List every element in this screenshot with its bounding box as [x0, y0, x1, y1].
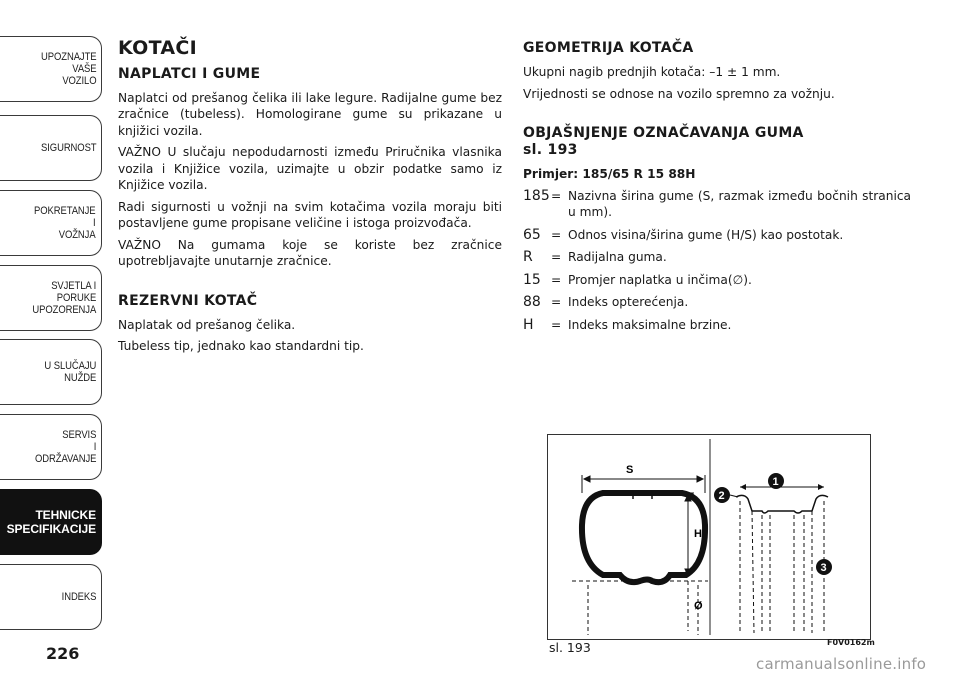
- code-key: R: [523, 249, 533, 265]
- tab-label: U SLUČAJU NUŽDE: [44, 360, 96, 384]
- tab-upoznajte-vase-vozilo[interactable]: [0, 36, 102, 102]
- tab-sigurnost[interactable]: [0, 115, 102, 181]
- code-key: 65: [523, 226, 541, 243]
- section-heading-figure-ref: sl. 193: [523, 142, 578, 158]
- figure-code: F0V0162m: [827, 638, 875, 647]
- code-description: Promjer naplatka u inčima(∅).: [568, 272, 752, 287]
- page-title: KOTAČI: [118, 37, 198, 59]
- code-description: Indeks opterećenja.: [568, 295, 689, 309]
- code-key: 15: [523, 271, 541, 288]
- tab-label: INDEKS: [61, 591, 96, 603]
- paragraph: Tubeless tip, jednako kao standardni tip.: [118, 339, 364, 353]
- rim-profile: [736, 484, 828, 633]
- code-key: 88: [523, 294, 541, 310]
- height-label: H: [694, 528, 702, 540]
- right-column: [523, 40, 911, 339]
- tire-code-list: [523, 188, 911, 334]
- callout-3: [816, 559, 832, 575]
- width-label: S: [626, 464, 634, 476]
- section-heading: REZERVNI KOTAČ: [118, 292, 258, 309]
- list-item: [523, 317, 911, 334]
- page-number: 226: [46, 644, 80, 663]
- tab-svjetla-i-poruke[interactable]: [0, 265, 102, 331]
- list-item: [523, 227, 911, 244]
- left-column: [118, 37, 502, 360]
- tab-u-slucaju-nuzde[interactable]: [0, 339, 102, 405]
- paragraph: Vrijednosti se odnose na vozilo spremno za vožnju.: [523, 86, 835, 101]
- section-heading: GEOMETRIJA KOTAČA: [523, 40, 694, 56]
- diameter-label: Ø: [694, 600, 703, 612]
- callout-2-label: 2: [718, 490, 725, 502]
- callout-1: [768, 473, 784, 489]
- tab-servis-i-odrzavanje[interactable]: [0, 414, 102, 480]
- tab-label: SVJETLA I PORUKE UPOZORENJA: [32, 280, 96, 316]
- paragraph: VAŽNO Na gumama koje se koriste bez zračnice upotrebljavajte unutarnje zračnice.: [118, 237, 502, 268]
- section-heading: OBJAŠNJENJE OZNAČAVANJA GUMA: [523, 125, 804, 141]
- equals-sign: =: [551, 188, 562, 203]
- tire-diagram: [547, 434, 871, 640]
- paragraph: Naplatak od prešanog čelika.: [118, 317, 296, 332]
- tab-label: SIGURNOST: [40, 142, 96, 154]
- equals-sign: =: [551, 272, 562, 287]
- code-description: Radijalna guma.: [568, 250, 667, 264]
- paragraph: Ukupni nagib prednjih kotača: –1 ± 1 mm.: [523, 65, 781, 79]
- code-key: H: [523, 316, 534, 333]
- tab-tehnicke-specifikacije[interactable]: [0, 489, 102, 555]
- callout-3-label: 3: [820, 562, 827, 574]
- list-item: [523, 294, 911, 311]
- watermark: carmanualsonline.info: [756, 655, 927, 673]
- equals-sign: =: [551, 227, 562, 242]
- list-item: [523, 272, 911, 289]
- code-description: Odnos visina/širina gume (H/S) kao postotak.: [568, 227, 844, 242]
- tab-label: POKRETANJE I VOŽNJA: [34, 205, 96, 241]
- paragraph: VAŽNO U slučaju nepodudarnosti između Priručnika vlasnika vozila i Knjižice vozila, uzimajte u obzir podatke samo iz Knjižice vozila.: [118, 145, 502, 192]
- list-item: [523, 249, 911, 266]
- tab-label: SERVIS I ODRŽAVANJE: [34, 429, 96, 465]
- paragraph: Radi sigurnosti u vožnji na svim kotačima vozila moraju biti postavljene gume propisane veličine i istoga proizvođača.: [118, 199, 502, 230]
- section-heading: NAPLATCI I GUME: [118, 65, 261, 82]
- tab-label: TEHNICKE SPECIFIKACIJE: [6, 508, 96, 536]
- callout-2: [714, 487, 738, 503]
- paragraph: Naplatci od prešanog čelika ili lake legure. Radijalne gume bez zračnice (tubeless). Homologirane gume su prikazane u knjižici vozila.: [118, 90, 502, 138]
- equals-sign: =: [551, 250, 562, 264]
- code-description: Nazivna širina gume (S, razmak između bočnih stranica u mm).: [568, 188, 911, 219]
- tire-example: Primjer: 185/65 R 15 88H: [523, 167, 696, 181]
- callout-1-label: 1: [772, 476, 779, 488]
- list-item: [523, 188, 911, 221]
- tab-indeks[interactable]: [0, 564, 102, 630]
- equals-sign: =: [551, 295, 562, 309]
- code-description: Indeks maksimalne brzine.: [568, 317, 732, 332]
- tire-cross-section-drawing: [548, 435, 870, 639]
- tab-pokretanje-i-voznja[interactable]: [0, 190, 102, 256]
- figure-caption: sl. 193: [549, 640, 591, 655]
- equals-sign: =: [551, 317, 562, 332]
- tab-label: UPOZNAJTE VAŠE VOZILO: [40, 51, 96, 87]
- code-key: 185: [523, 187, 550, 204]
